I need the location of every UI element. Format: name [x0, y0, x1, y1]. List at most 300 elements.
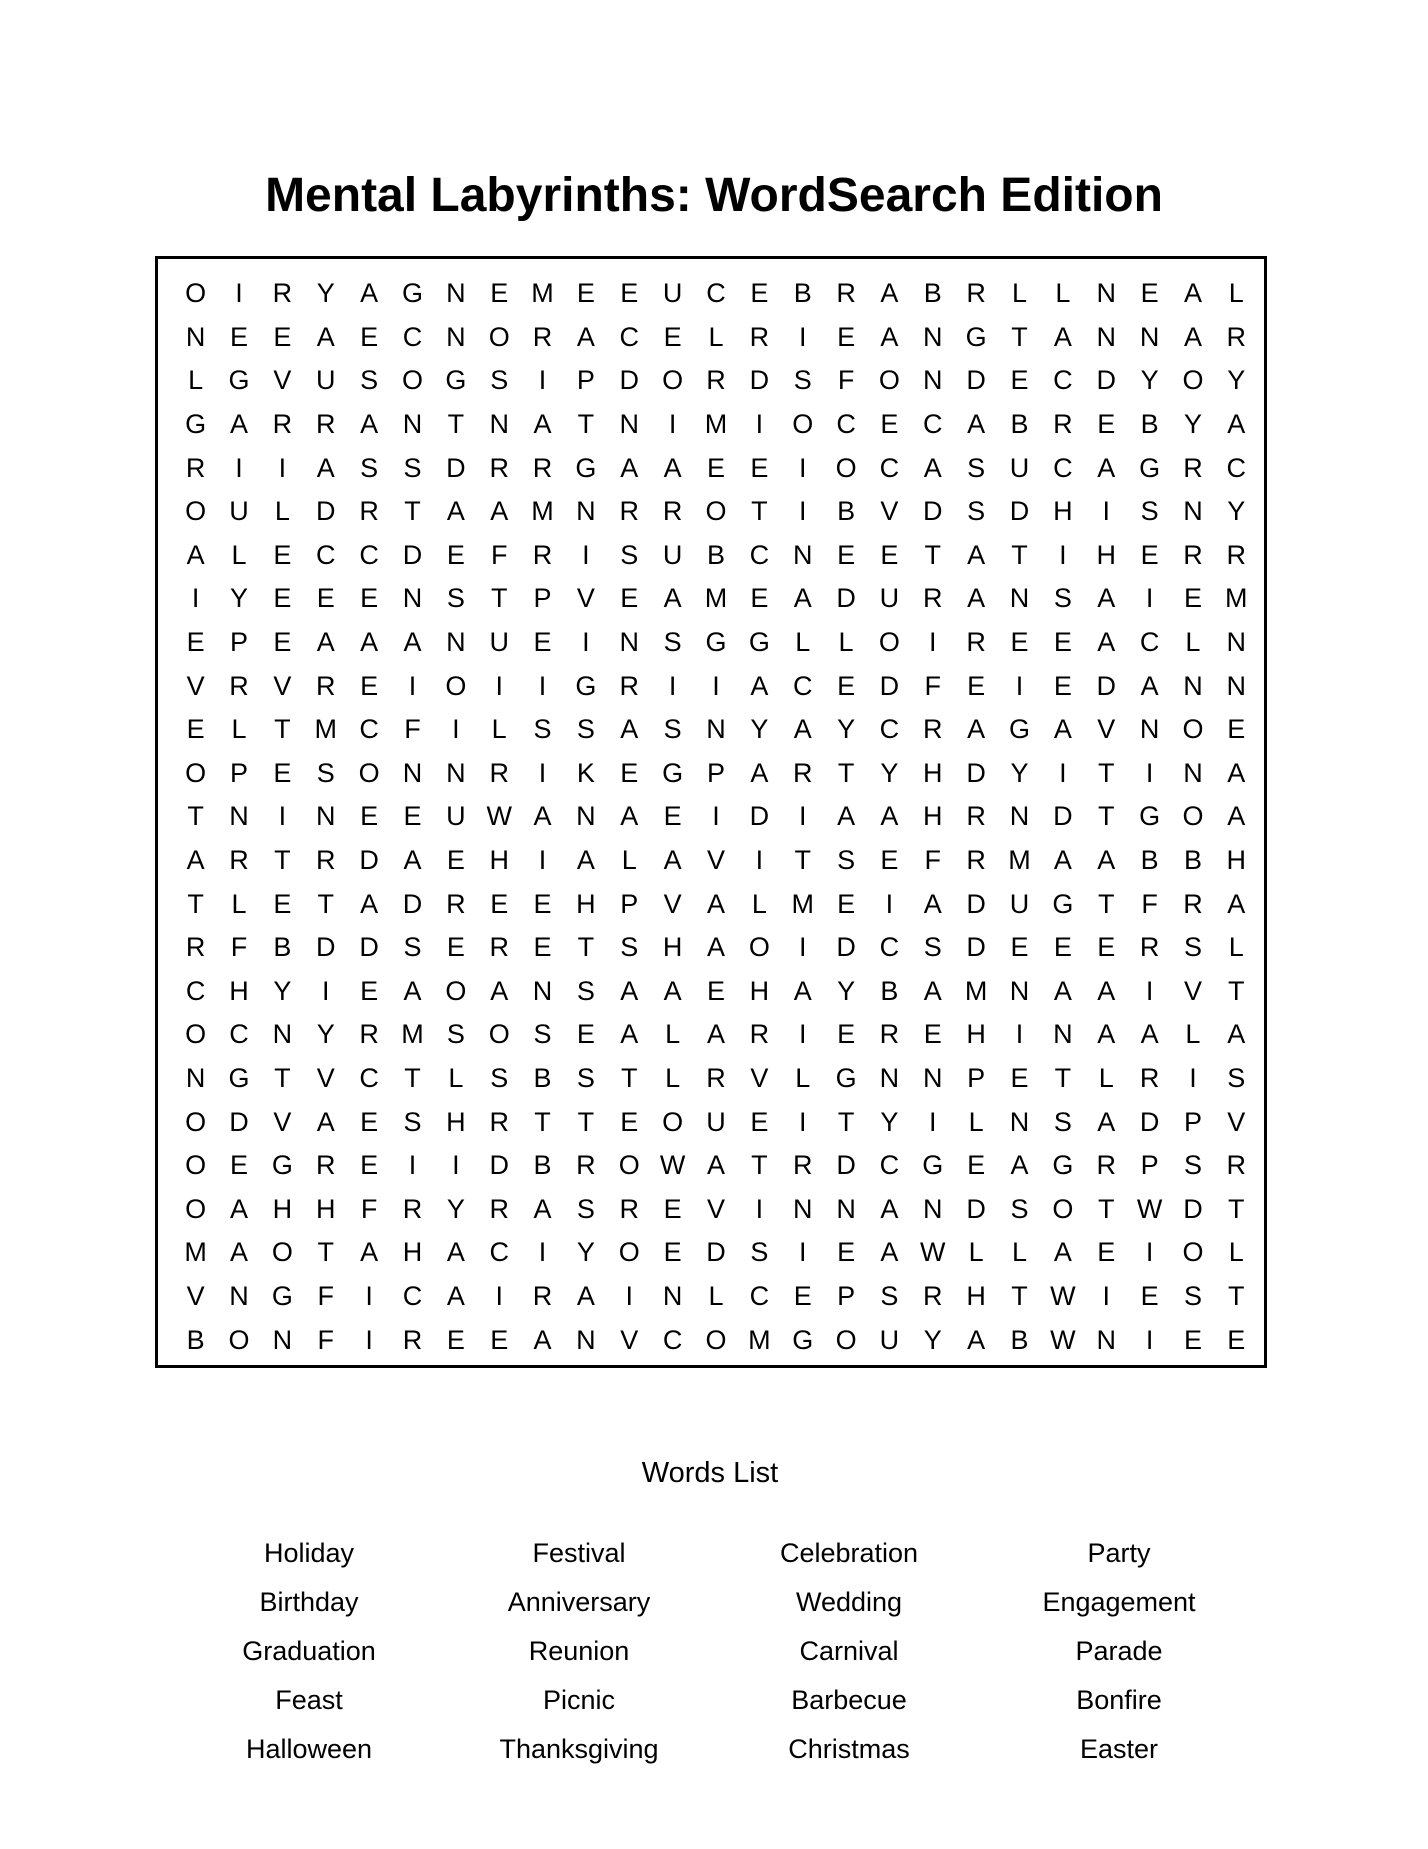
grid-cell: R: [923, 714, 943, 745]
grid-cell: I: [798, 801, 807, 832]
grid-cell: N: [1096, 1324, 1116, 1355]
grid-cell: E: [1097, 932, 1116, 963]
grid-cell: D: [402, 888, 423, 919]
grid-cell: L: [708, 1280, 724, 1311]
grid-cell: E: [620, 278, 639, 309]
grid-cell: E: [663, 801, 682, 832]
grid-cell: R: [576, 1150, 596, 1181]
grid-cell: Y: [880, 757, 899, 788]
grid-cell: A: [967, 583, 986, 614]
grid-cell: C: [706, 278, 726, 309]
grid-cell: P: [1183, 1106, 1202, 1137]
grid-cell: E: [880, 845, 899, 876]
grid-cell: S: [663, 714, 682, 745]
grid-cell: N: [1009, 801, 1030, 832]
grid-cell: I: [278, 801, 287, 832]
grid-cell: N: [1139, 321, 1160, 352]
grid-cell: T: [751, 496, 768, 527]
grid-cell: O: [618, 1150, 640, 1181]
grid-cell: I: [322, 975, 330, 1006]
grid-cell: N: [446, 757, 466, 788]
grid-cell: E: [837, 888, 856, 919]
grid-cell: F: [404, 714, 421, 745]
grid-cell: N: [1226, 670, 1247, 701]
grid-cell: A: [923, 975, 942, 1006]
grid-cell: R: [706, 1062, 726, 1093]
grid-cell: E: [533, 932, 552, 963]
grid-cell: M: [748, 1324, 771, 1355]
grid-cell: N: [923, 365, 943, 396]
grid-cell: C: [1139, 627, 1160, 658]
grid-cell: A: [1053, 845, 1072, 876]
grid-cell: E: [273, 321, 292, 352]
grid-cell: S: [576, 975, 595, 1006]
grid-cell: P: [967, 1062, 986, 1093]
grid-cell: S: [1053, 583, 1072, 614]
grid-cell: N: [1053, 1019, 1073, 1050]
grid-cell: D: [966, 1193, 986, 1224]
grid-cell: R: [446, 888, 466, 919]
grid-cell: M: [184, 1237, 207, 1268]
grid-cell: N: [489, 409, 509, 440]
grid-cell: T: [404, 1062, 421, 1093]
grid-cell: E: [360, 1106, 379, 1137]
grid-cell: E: [1097, 409, 1116, 440]
grid-cell: O: [662, 1106, 684, 1137]
grid-cell: L: [1228, 278, 1244, 309]
grid-cell: M: [791, 888, 814, 919]
grid-cell: A: [1053, 1237, 1072, 1268]
grid-cell: S: [1183, 932, 1202, 963]
grid-cell: I: [191, 583, 200, 614]
grid-cell: V: [750, 1062, 769, 1093]
grid-cell: A: [880, 801, 899, 832]
grid-cell: N: [879, 1062, 900, 1093]
grid-cell: C: [359, 1062, 379, 1093]
grid-cell: E: [880, 539, 899, 570]
grid-cell: L: [1055, 278, 1071, 309]
grid-cell: U: [316, 365, 336, 396]
grid-cell: I: [1145, 583, 1154, 614]
grid-cell: N: [185, 321, 206, 352]
grid-cell: T: [577, 1106, 595, 1137]
grid-cell: A: [360, 1237, 379, 1268]
grid-cell: C: [402, 1280, 423, 1311]
grid-cell: S: [403, 1106, 422, 1137]
grid-cell: F: [317, 1324, 334, 1355]
grid-cell: I: [582, 539, 590, 570]
grid-cell: I: [1102, 1280, 1110, 1311]
grid-cell: G: [705, 627, 727, 658]
grid-cell: A: [880, 278, 899, 309]
grid-cell: O: [835, 452, 857, 483]
grid-cell: I: [538, 845, 547, 876]
grid-cell: A: [316, 452, 335, 483]
grid-cell: A: [793, 583, 812, 614]
grid-cell: N: [1183, 757, 1203, 788]
grid-cell: R: [1183, 888, 1203, 919]
grid-cell: T: [794, 845, 811, 876]
grid-cell: L: [231, 539, 247, 570]
grid-cell: F: [837, 365, 855, 396]
grid-cell: L: [1185, 627, 1201, 658]
grid-cell: T: [404, 496, 421, 527]
grid-cell: E: [316, 583, 335, 614]
grid-cell: L: [231, 888, 247, 919]
grid-cell: I: [798, 932, 807, 963]
grid-cell: I: [798, 1019, 807, 1050]
grid-cell: R: [402, 1324, 423, 1355]
grid-cell: S: [967, 452, 986, 483]
grid-cell: D: [1053, 801, 1073, 832]
grid-cell: I: [365, 1280, 373, 1311]
grid-cell: D: [966, 888, 986, 919]
grid-cell: V: [1227, 1106, 1246, 1137]
grid-cell: R: [489, 1193, 509, 1224]
grid-cell: I: [1102, 496, 1110, 527]
grid-cell: E: [230, 1150, 249, 1181]
grid-cell: L: [708, 321, 724, 352]
grid-cell: C: [749, 1280, 770, 1311]
grid-cell: R: [619, 496, 640, 527]
grid-cell: M: [1008, 845, 1031, 876]
grid-cell: B: [1010, 1324, 1029, 1355]
grid-cell: I: [1059, 539, 1067, 570]
grid-cell: N: [923, 1062, 943, 1093]
grid-cell: Y: [230, 583, 249, 614]
grid-cell: S: [1227, 1062, 1246, 1093]
grid-cell: I: [1015, 1019, 1024, 1050]
word-list-item: Engagement: [1042, 1587, 1196, 1617]
grid-cell: A: [446, 1280, 465, 1311]
grid-cell: S: [533, 1019, 552, 1050]
words-list: [174, 1533, 1254, 1778]
grid-cell: S: [403, 932, 422, 963]
word-list-item: Christmas: [788, 1734, 910, 1764]
grid-cell: A: [706, 1150, 725, 1181]
grid-cell: A: [1183, 278, 1202, 309]
grid-cell: G: [228, 1062, 250, 1093]
grid-cell: R: [185, 452, 206, 483]
grid-cell: N: [272, 1019, 293, 1050]
grid-cell: R: [489, 1106, 509, 1137]
grid-cell: F: [1141, 888, 1158, 919]
grid-cell: A: [490, 496, 509, 527]
grid-cell: A: [750, 670, 769, 701]
word-list-item: Barbecue: [791, 1685, 907, 1715]
grid-cell: H: [923, 801, 943, 832]
grid-cell: L: [665, 1062, 681, 1093]
grid-cell: F: [360, 1193, 378, 1224]
grid-cell: E: [663, 1237, 682, 1268]
grid-cell: E: [837, 1237, 856, 1268]
word-list-item: Picnic: [542, 1685, 616, 1715]
grid-cell: D: [359, 932, 379, 963]
grid-cell: C: [923, 409, 943, 440]
grid-cell: R: [316, 409, 336, 440]
grid-cell: E: [1140, 278, 1159, 309]
grid-cell: V: [316, 1062, 335, 1093]
grid-cell: B: [1140, 409, 1159, 440]
grid-cell: G: [922, 1150, 944, 1181]
grid-cell: L: [795, 627, 811, 658]
grid-cell: D: [402, 539, 423, 570]
grid-cell: I: [929, 627, 937, 658]
grid-cell: E: [967, 1150, 986, 1181]
grid-cell: M: [1225, 583, 1248, 614]
grid-cell: A: [230, 1193, 249, 1224]
grid-cell: S: [1053, 1106, 1072, 1137]
grid-cell: S: [1140, 496, 1159, 527]
grid-cell: A: [1097, 452, 1116, 483]
grid-cell: B: [793, 278, 812, 309]
grid-cell: Y: [750, 714, 769, 745]
grid-cell: E: [360, 670, 379, 701]
grid-cell: E: [273, 583, 292, 614]
word-list-item: Birthday: [259, 1587, 359, 1617]
grid-cell: W: [486, 801, 512, 832]
grid-cell: C: [359, 714, 379, 745]
grid-cell: E: [793, 1280, 812, 1311]
grid-cell: O: [1182, 1237, 1204, 1268]
grid-cell: A: [576, 845, 595, 876]
grid-cell: L: [1228, 932, 1244, 963]
grid-cell: B: [1140, 845, 1159, 876]
grid-cell: L: [1185, 1019, 1201, 1050]
grid-cell: G: [1139, 801, 1161, 832]
grid-cell: E: [446, 1324, 465, 1355]
grid-cell: A: [793, 714, 812, 745]
grid-cell: F: [317, 1280, 334, 1311]
grid-cell: G: [228, 365, 250, 396]
grid-cell: A: [360, 888, 379, 919]
grid-cell: Y: [576, 1237, 595, 1268]
grid-cell: E: [446, 932, 465, 963]
grid-cell: D: [966, 365, 986, 396]
grid-cell: R: [532, 1280, 553, 1311]
grid-cell: F: [924, 670, 942, 701]
grid-cell: A: [706, 932, 725, 963]
grid-cell: C: [316, 539, 336, 570]
grid-cell: G: [271, 1280, 293, 1311]
grid-cell: G: [748, 627, 770, 658]
grid-cell: I: [538, 1237, 547, 1268]
grid-cell: B: [880, 975, 899, 1006]
grid-cell: R: [1139, 932, 1160, 963]
grid-cell: R: [923, 583, 943, 614]
grid-cell: R: [185, 932, 206, 963]
grid-cell: L: [665, 1019, 681, 1050]
grid-cell: I: [538, 365, 547, 396]
grid-cell: N: [576, 496, 596, 527]
grid-cell: E: [1183, 1324, 1202, 1355]
grid-cell: I: [452, 1150, 460, 1181]
grid-cell: P: [706, 757, 725, 788]
grid-cell: A: [1097, 1019, 1116, 1050]
grid-cell: D: [836, 932, 856, 963]
grid-cell: C: [1053, 452, 1073, 483]
grid-cell: Y: [837, 975, 856, 1006]
grid-cell: E: [490, 888, 509, 919]
grid-cell: V: [186, 1280, 205, 1311]
grid-cell: W: [920, 1237, 946, 1268]
grid-cell: R: [1183, 539, 1203, 570]
grid-cell: G: [575, 452, 597, 483]
grid-cell: O: [1182, 714, 1204, 745]
grid-cell: A: [793, 975, 812, 1006]
grid-cell: A: [750, 757, 769, 788]
grid-cell: G: [1139, 452, 1161, 483]
grid-cell: O: [228, 1324, 250, 1355]
grid-cell: V: [273, 1106, 292, 1137]
grid-cell: S: [446, 1019, 465, 1050]
grid-cell: L: [491, 714, 507, 745]
grid-cell: R: [1226, 321, 1247, 352]
grid-cell: T: [1097, 888, 1115, 919]
grid-cell: A: [923, 888, 942, 919]
grid-cell: A: [1227, 801, 1246, 832]
grid-cell: K: [576, 757, 595, 788]
grid-cell: E: [837, 321, 856, 352]
grid-cell: B: [923, 278, 942, 309]
grid-cell: O: [1052, 1193, 1074, 1224]
grid-cell: R: [532, 539, 553, 570]
grid-cell: P: [533, 583, 552, 614]
grid-cell: E: [360, 975, 379, 1006]
grid-cell: G: [965, 321, 987, 352]
grid-cell: S: [663, 627, 682, 658]
grid-cell: T: [274, 1062, 291, 1093]
grid-cell: R: [966, 627, 986, 658]
grid-cell: T: [621, 1062, 638, 1093]
grid-cell: G: [401, 278, 423, 309]
grid-cell: E: [1010, 932, 1029, 963]
grid-cell: N: [1183, 670, 1203, 701]
grid-cell: S: [1183, 1150, 1202, 1181]
grid-cell: E: [1053, 932, 1072, 963]
grid-cell: C: [879, 1150, 900, 1181]
grid-cell: G: [1009, 714, 1031, 745]
word-list-item: Holiday: [263, 1538, 355, 1568]
word-list-item: Celebration: [779, 1538, 919, 1568]
grid-cell: C: [879, 932, 900, 963]
grid-cell: L: [751, 888, 767, 919]
grid-cell: E: [967, 670, 986, 701]
grid-cell: C: [489, 1237, 509, 1268]
grid-cell: A: [316, 321, 335, 352]
grid-cell: E: [360, 801, 379, 832]
grid-cell: A: [403, 845, 422, 876]
grid-cell: T: [1011, 1280, 1028, 1311]
grid-cell: E: [837, 670, 856, 701]
grid-cell: H: [402, 1237, 423, 1268]
grid-cell: O: [705, 1324, 727, 1355]
grid-cell: W: [659, 1150, 686, 1181]
grid-cell: R: [316, 845, 336, 876]
grid-cell: U: [1009, 888, 1030, 919]
grid-cell: A: [1227, 888, 1246, 919]
grid-cell: E: [533, 627, 552, 658]
grid-cell: E: [230, 321, 249, 352]
grid-cell: V: [706, 1193, 725, 1224]
grid-cell: A: [1053, 321, 1072, 352]
grid-cell: S: [837, 845, 856, 876]
grid-cell: S: [793, 365, 812, 396]
grid-cell: A: [620, 1019, 639, 1050]
grid-cell: E: [273, 888, 292, 919]
grid-cell: A: [1183, 321, 1202, 352]
grid-cell: R: [489, 932, 509, 963]
grid-cell: D: [489, 1150, 509, 1181]
grid-cell: I: [1059, 757, 1067, 788]
grid-cell: U: [1009, 452, 1030, 483]
grid-cell: D: [836, 1150, 856, 1181]
grid-cell: R: [272, 409, 293, 440]
grid-cell: T: [1097, 801, 1115, 832]
grid-cell: R: [619, 1193, 640, 1224]
grid-cell: R: [1053, 409, 1073, 440]
grid-cell: A: [360, 409, 379, 440]
grid-cell: D: [1009, 496, 1030, 527]
grid-cell: O: [1182, 801, 1204, 832]
grid-cell: T: [751, 1150, 768, 1181]
grid-cell: O: [488, 321, 510, 352]
grid-cell: I: [1015, 670, 1024, 701]
grid-cell: D: [316, 496, 336, 527]
grid-cell: H: [662, 932, 683, 963]
grid-cell: A: [403, 627, 422, 658]
grid-cell: C: [879, 452, 900, 483]
grid-cell: O: [748, 932, 770, 963]
grid-cell: R: [792, 1150, 813, 1181]
grid-cell: N: [1096, 278, 1116, 309]
grid-cell: V: [620, 1324, 639, 1355]
grid-cell: D: [1096, 670, 1116, 701]
grid-cell: E: [273, 757, 292, 788]
word-list-item: Reunion: [528, 1636, 630, 1666]
grid-cell: O: [445, 975, 467, 1006]
grid-cell: Y: [1010, 757, 1029, 788]
grid-cell: O: [185, 1106, 207, 1137]
grid-cell: A: [403, 975, 422, 1006]
grid-cell: W: [1136, 1193, 1163, 1224]
grid-cell: I: [712, 801, 720, 832]
grid-cell: E: [533, 888, 552, 919]
grid-cell: R: [489, 452, 509, 483]
grid-cell: N: [1096, 321, 1116, 352]
grid-cell: A: [533, 1193, 552, 1224]
grid-cell: A: [663, 583, 682, 614]
grid-cell: G: [185, 409, 207, 440]
grid-cell: N: [272, 1324, 293, 1355]
grid-cell: H: [316, 1193, 336, 1224]
grid-cell: T: [837, 1106, 855, 1137]
grid-cell: E: [620, 1106, 639, 1137]
grid-cell: B: [186, 1324, 205, 1355]
grid-cell: A: [1227, 1019, 1246, 1050]
grid-cell: A: [880, 1237, 899, 1268]
word-list-item: Graduation: [242, 1636, 376, 1666]
grid-cell: V: [1183, 975, 1202, 1006]
grid-cell: I: [365, 1324, 373, 1355]
grid-cell: E: [1010, 1062, 1029, 1093]
grid-cell: D: [229, 1106, 249, 1137]
grid-cell: A: [967, 1324, 986, 1355]
grid-cell: H: [966, 1019, 986, 1050]
grid-cell: A: [360, 627, 379, 658]
grid-cell: G: [445, 365, 467, 396]
grid-cell: Y: [1227, 496, 1246, 527]
